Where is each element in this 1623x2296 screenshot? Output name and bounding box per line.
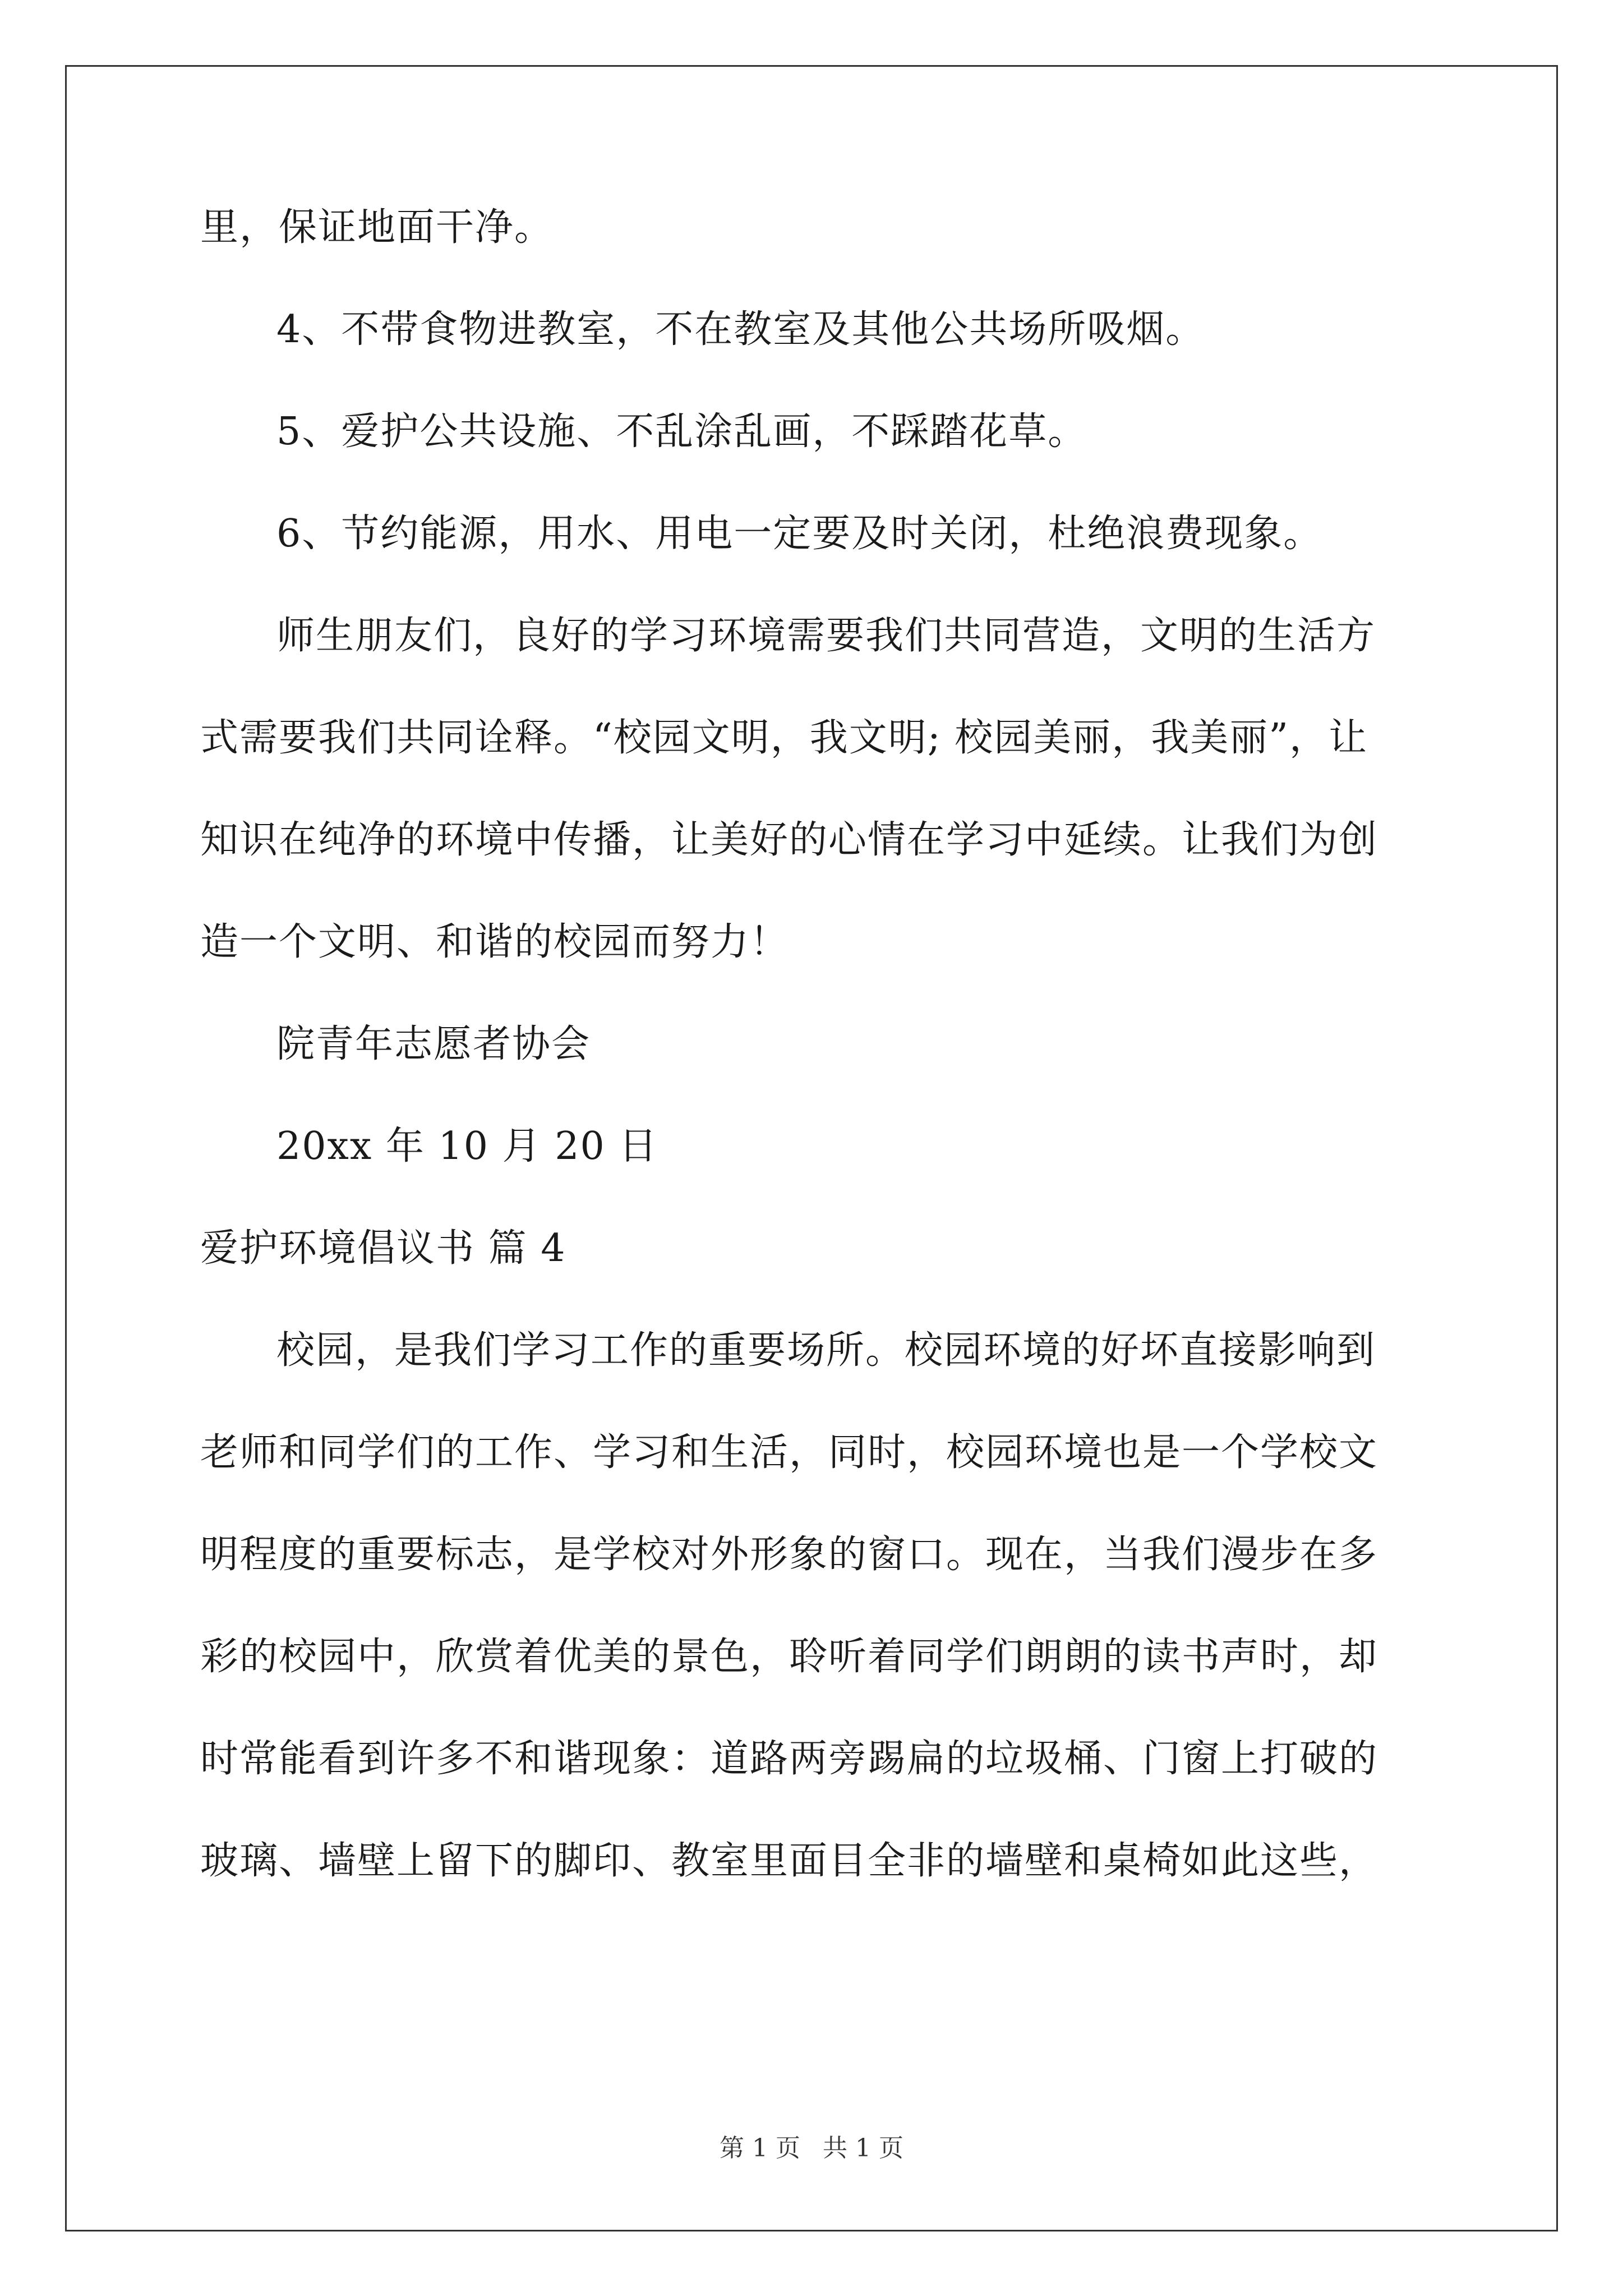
- text-line: 里，保证地面干净。: [200, 205, 554, 250]
- page-total: 共 1 页: [823, 2134, 903, 2162]
- text-line: 玻璃、墙壁上留下的脚印、教室里面目全非的墙壁和桌椅如此这些，: [200, 1839, 1378, 1883]
- text-line: 老师和同学们的工作、学习和生活，同时，校园环境也是一个学校文: [200, 1430, 1378, 1475]
- document-body: [200, 205, 1428, 1944]
- text-line: 4、不带食物进教室，不在教室及其他公共场所吸烟。: [276, 307, 1205, 352]
- text-line: 式需要我们共同诠释。“校园文明，我文明; 校园美丽，我美丽”，让: [200, 716, 1368, 760]
- text-line: 校园，是我们学习工作的重要场所。校园环境的好坏直接影响到: [276, 1328, 1376, 1373]
- signature-org: 院青年志愿者协会: [276, 1022, 591, 1066]
- page-footer: [0, 2136, 1623, 2161]
- text-line: 彩的校园中，欣赏着优美的景色，聆听着同学们朗朗的读书声时，却: [200, 1635, 1378, 1679]
- text-line: 知识在纯净的环境中传播，让美好的心情在学习中延续。让我们为创: [200, 818, 1378, 862]
- page-number: 第 1 页: [720, 2134, 800, 2162]
- text-line: 时常能看到许多不和谐现象：道路两旁踢扁的垃圾桶、门窗上打破的: [200, 1737, 1378, 1781]
- text-line: 6、节约能源，用水、用电一定要及时关闭，杜绝浪费现象。: [276, 512, 1323, 556]
- signature-date: 20xx 年 10 月 20 日: [276, 1124, 658, 1168]
- text-line: 造一个文明、和谐的校园而努力！: [200, 920, 790, 964]
- text-line: 师生朋友们，良好的学习环境需要我们共同营造，文明的生活方: [276, 614, 1376, 658]
- section-heading: 爱护环境倡议书 篇 4: [200, 1226, 566, 1271]
- text-line: 明程度的重要标志，是学校对外形象的窗口。现在，当我们漫步在多: [200, 1533, 1378, 1577]
- text-line: 5、爱护公共设施、不乱涂乱画，不踩踏花草。: [276, 409, 1087, 454]
